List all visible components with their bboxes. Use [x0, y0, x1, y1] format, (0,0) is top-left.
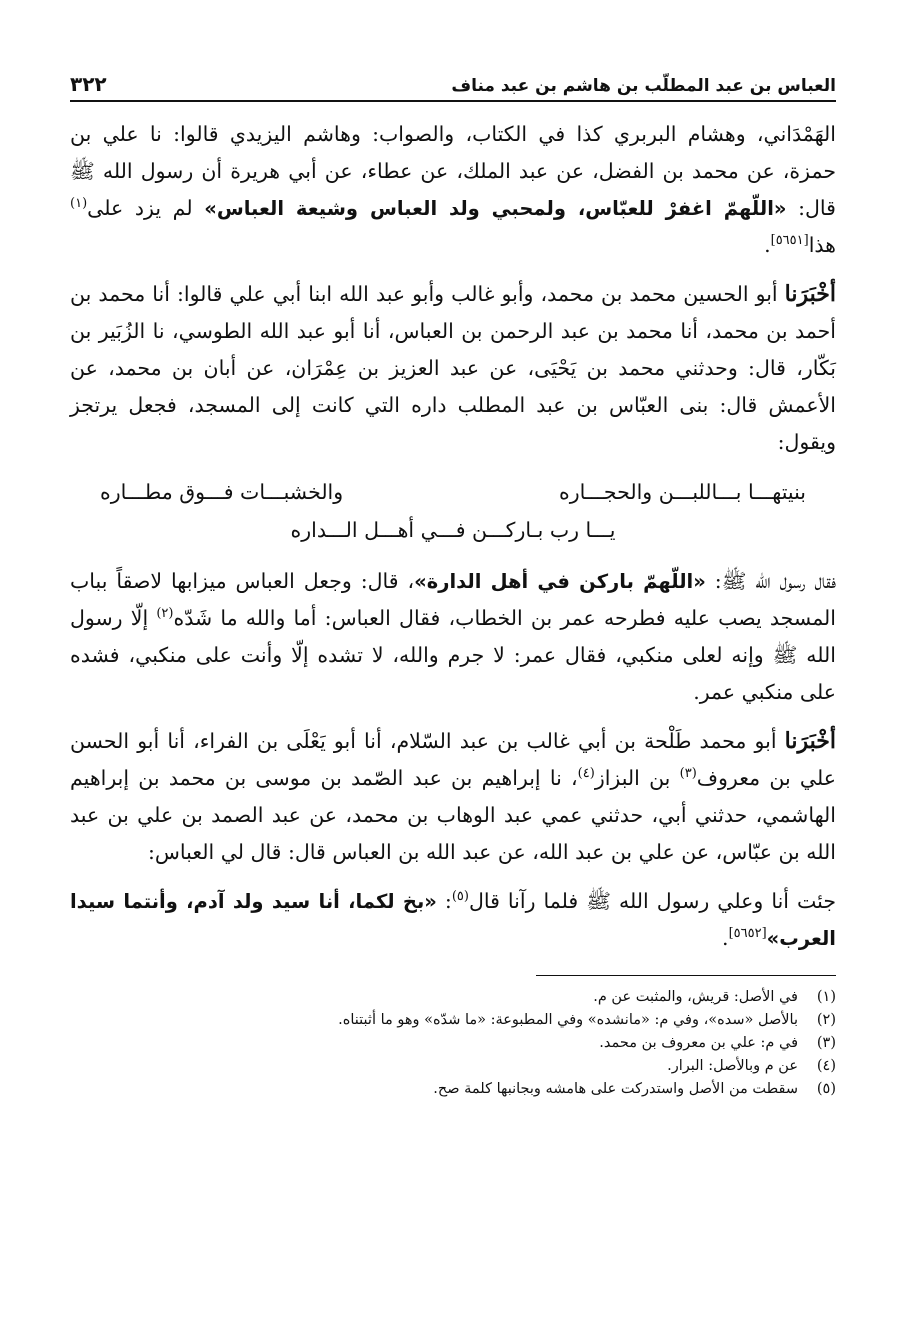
running-title: العباس بن عبد المطلّب بن هاشم بن عبد مناف — [451, 76, 836, 96]
footnote-ref-4[interactable]: (٤) — [577, 766, 595, 782]
verse-hemistich-1: بنيتهـــا بـــاللبـــن والحجـــاره — [558, 480, 806, 504]
poem-verse — [100, 473, 806, 549]
p5-hadith-quote: «بخ لكما، أنا سيد ولد آدم، وأنتما سيدا العرب» — [70, 890, 836, 950]
paragraph-4 — [70, 723, 836, 871]
footnote-text: في الأصل: قريش، والمثبت عن م. — [593, 989, 798, 1005]
footnote-ref-3[interactable]: (٣) — [679, 766, 697, 782]
footnote-3 — [70, 1032, 836, 1055]
p5-text-a: جئت أنا وعلي رسول الله ﷺ فلما رآنا قال — [468, 889, 836, 913]
footnote-number: (٥) — [816, 1081, 836, 1097]
book-page — [70, 60, 836, 1295]
footnote-ref-5[interactable]: (٥) — [451, 889, 469, 905]
manuscript-ref-5651: [٥٦٥١] — [770, 233, 809, 249]
footnote-divider — [536, 975, 836, 976]
p2-text: أبو الحسين محمد بن محمد، وأبو غالب وأبو عبد الله ابنا أبي علي قالوا: أنا محمد بن أحمد بن محمد، أنا محمد بن عبد الرحمن بن العباس، أنا أبو عبد الله الطوسي، نا الزُبَير بن بَكّار، قال: وحدثني محمد بن يَحْيَى، عن عبد العزيز بن عِمْرَان، عن أبان بن محمد، عن الأعمش قال: بنى العبّاس بن عبد المطلب داره التي كانت إلى المسجد، فجعل يرتجز ويقول: — [70, 282, 836, 454]
paragraph-2 — [70, 276, 836, 461]
footnote-number: (٤) — [816, 1058, 836, 1074]
p1-text-b: لم يزد على — [87, 196, 205, 220]
p3-text-b: ، قال: وجعل العباس ميزابها لاصقاً بباب المسجد يصب عليه فطرحه عمر بن الخطاب، فقال العباس: أما والله ما شَدّه — [70, 569, 836, 630]
footnote-4 — [70, 1055, 836, 1078]
page-number: ٣٢٢ — [70, 72, 107, 96]
footnote-ref-1[interactable]: (١) — [70, 196, 88, 212]
p3-text-c: إلّا رسول الله ﷺ وإنه لعلى منكبي، فقال عمر: لا جرم والله، لا تشده إلّا وأنت على منكبي، فشده على منكبي عمر. — [70, 606, 836, 704]
verse-line-2-text: يـــا رب بـاركـــن فـــي أهـــل الـــداره — [290, 518, 616, 542]
footnotes-list — [70, 986, 836, 1101]
footnote-text: بالأصل «سده»، وفي م: «مانشده» وفي المطبوعة: «ما شدّه» وهو ما أثبتناه. — [338, 1012, 798, 1028]
p1-text-c: هذا — [808, 233, 836, 257]
p1-text-a: الهَمْدَاني، وهشام البربري كذا في الكتاب، والصواب: وهاشم اليزيدي قالوا: نا علي بن حمزة، عن محمد بن الفضل، عن عبد الملك، عن عطاء، عن أبي هريرة أن رسول الله ﷺ قال: — [70, 122, 836, 220]
footnote-number: (١) — [816, 989, 836, 1005]
footnote-ref-2[interactable]: (٢) — [156, 606, 174, 622]
footnote-number: (٢) — [816, 1012, 836, 1028]
footnote-text: عن م وبالأصل: البرار. — [667, 1058, 798, 1074]
p5-text-b: : — [436, 889, 452, 913]
paragraph-1 — [70, 116, 836, 264]
verse-hemistich-2: والخشبـــات فـــوق مطـــاره — [100, 480, 344, 504]
p4-text-c: ، نا إبراهيم بن عبد الصّمد بن موسى بن محمد بن إبراهيم الهاشمي، حدثني أبي، حدثني عمي عبد الوهاب بن محمد، عن عبد الصمد بن علي بن عبد الله بن عبّاس، عن علي بن عبد الله، عن عبد الله بن العباس قال: قال لي العباس: — [70, 766, 836, 864]
verse-line-2 — [100, 511, 806, 549]
p4-text-b: بن البزاز — [594, 766, 680, 790]
paragraph-5 — [70, 883, 836, 957]
p4-text-a: أبو محمد طَلْحة بن أبي غالب بن عبد السّلام، أنا أبو يَعْلَى بن الفراء، أنا أبو الحسن علي بن معروف — [70, 729, 836, 790]
verse-line-1 — [100, 473, 806, 511]
p1-text-d: . — [764, 233, 771, 257]
p1-hadith-quote: «اللّهمّ اغفرْ للعبّاس، ولمحبي ولد العباس وشيعة العباس» — [204, 197, 787, 220]
paragraph-3 — [70, 563, 836, 711]
footnote-text: في م: علي بن معروف بن محمد. — [599, 1035, 798, 1051]
p3-hadith-quote: «اللّهمّ باركن في أهل الدارة» — [414, 570, 706, 593]
running-header — [70, 60, 836, 102]
footnote-text: سقطت من الأصل واستدركت على هامشه وبجانبها كلمة صح. — [433, 1081, 798, 1097]
p3-text-a: فقال رسول الله ﷺ: — [705, 569, 836, 593]
p4-lead-word: أخْبَرَنا — [784, 728, 836, 754]
main-text — [70, 116, 836, 957]
p5-text-c: . — [722, 926, 729, 950]
manuscript-ref-5652: [٥٦٥٢] — [728, 926, 767, 942]
footnote-number: (٣) — [816, 1035, 836, 1051]
footnote-5 — [70, 1078, 836, 1101]
p2-lead-word: أخْبَرَنا — [784, 281, 836, 307]
footnote-2 — [70, 1009, 836, 1032]
footnote-1 — [70, 986, 836, 1009]
